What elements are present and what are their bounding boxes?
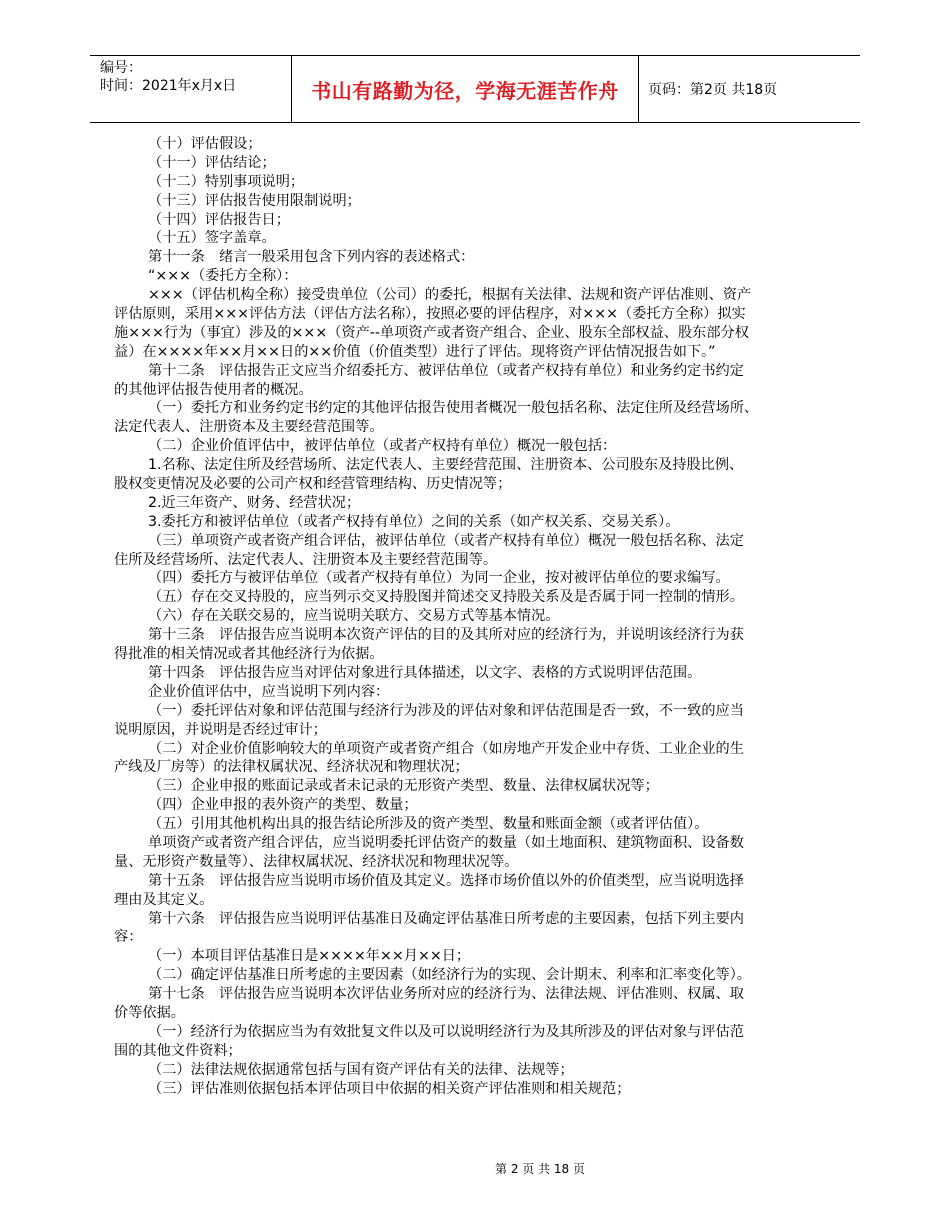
text-line: （一）本项目评估基准日是××××年××月××日； (148, 948, 471, 965)
text-line: （十）评估假设； (148, 136, 262, 152)
text-line: （一）经济行为依据应当为有效批复文件以及可以说明经济行为及其所涉及的评估对象与评估范 (148, 1023, 744, 1040)
header-left-cell (90, 56, 290, 122)
text-line: 得批准的相关情况或者其他经济行为依据。 (114, 646, 384, 663)
text-line: 第十七条 评估报告应当说明本次评估业务所对应的经济行为、法律法规、评估准则、权属、取 (148, 986, 744, 1003)
text-line: （十一）评估结论； (148, 154, 276, 171)
text-line: “×××（委托方全称）： (148, 268, 298, 285)
text-line: 企业价值评估中，应当说明下列内容： (148, 683, 390, 700)
text-line: 3.委托方和被评估单位（或者产权持有单位）之间的关系（如产权关系、交易关系）。 (148, 513, 680, 530)
text-line: 产线及厂房等）的法律权属状况、经济状况和物理状况； (114, 759, 469, 776)
text-line: （二）对企业价值影响较大的单项资产或者资产组合（如房地产开发企业中存货、工业企业的生 (148, 740, 744, 757)
text-line: （五）存在交叉持股的，应当列示交叉持股图并简述交叉持股关系及是否属于同一控制的情形。 (148, 589, 744, 606)
text-line: （三）评估准则依据包括本评估项目中依据的相关资产评估准则和相关规范； (148, 1080, 631, 1097)
text-line: 围的其他文件资料； (114, 1042, 242, 1059)
text-line: 第十四条 评估报告应当对评估对象进行具体描述，以文字、表格的方式说明评估范围。 (148, 664, 702, 681)
text-line: ×××（评估机构全称）接受贵单位（公司）的委托，根据有关法律、法规和资产评估准则、资产 (148, 287, 752, 304)
header-motto-cell (291, 56, 639, 122)
page-header (90, 55, 860, 123)
footer-page-number: 第 2 页 共 18 页 (495, 1162, 585, 1176)
document-body (114, 135, 836, 1098)
text-line: （三）企业申报的账面记录或者未记录的无形资产类型、数量、法律权属状况等； (148, 778, 659, 795)
text-line: 评估原则，采用×××评估方法（评估方法名称），按照必要的评估程序，对×××（委托方全称）拟实 (114, 306, 746, 323)
text-line: （十四）评估报告日； (148, 211, 290, 228)
text-line: 的其他评估报告使用者的概况。 (114, 381, 313, 398)
text-line: （六）存在关联交易的，应当说明关联方、交易方式等基本情况。 (148, 608, 560, 625)
text-line: 第十一条 绪言一般采用包含下列内容的表述格式： (148, 249, 475, 266)
header-page-info: 页码：第2页 共18页 (648, 82, 778, 98)
text-line: （二）企业价值评估中，被评估单位（或者产权持有单位）概况一般包括： (148, 438, 617, 455)
text-line: 第十二条 评估报告正文应当介绍委托方、被评估单位（或者产权持有单位）和业务约定书约定 (148, 362, 744, 379)
text-line: 单项资产或者资产组合评估，应当说明委托评估资产的数量（如土地面积、建筑物面积、设备数 (148, 834, 744, 851)
text-line: 股权变更情况及必要的公司产权和经营管理结构、历史情况等； (114, 476, 512, 493)
header-motto: 书山有路勤为径，学海无涯苦作舟 (311, 78, 619, 103)
text-line: （二）确定评估基准日所考虑的主要因素（如经济行为的实现、会计期末、利率和汇率变化等）。 (148, 967, 751, 984)
text-line: （一）委托方和业务约定书约定的其他评估报告使用者概况一般包括名称、法定住所及经营场所、 (148, 400, 759, 417)
text-line: 第十六条 评估报告应当说明评估基准日及确定评估基准日所考虑的主要因素，包括下列主要内 (148, 910, 744, 927)
text-line: （四）企业申报的表外资产的类型、数量； (148, 797, 418, 814)
text-line: 第十五条 评估报告应当说明市场价值及其定义。选择市场价值以外的价值类型，应当说明选择 (148, 872, 744, 889)
header-right-cell (638, 56, 860, 122)
text-line: （三）单项资产或者资产组合评估，被评估单位（或者产权持有单位）概况一般包括名称、法定 (148, 532, 744, 549)
document-time-label: 时间：2021年x月x日 (100, 78, 237, 94)
text-line: 住所及经营场所、法定代表人、注册资本及主要经营范围等。 (114, 551, 498, 568)
document-number-label: 编号： (100, 60, 142, 76)
page-footer (0, 1160, 950, 1177)
text-line: 价等依据。 (114, 1004, 185, 1021)
text-line: （一）委托评估对象和评估范围与经济行为涉及的评估对象和评估范围是否一致，不一致的应当 (148, 702, 744, 719)
text-line: （五）引用其他机构出具的报告结论所涉及的资产类型、数量和账面金额（或者评估值）。 (148, 816, 709, 833)
text-line: 2.近三年资产、财务、经营状况； (148, 494, 361, 511)
text-line: （十二）特别事项说明； (148, 173, 305, 190)
text-line: 理由及其定义。 (114, 891, 214, 908)
text-line: 量、无形资产数量等）、法律权属状况、经济状况和物理状况等。 (114, 853, 519, 870)
text-line: 法定代表人、注册资本及主要经营范围等。 (114, 419, 384, 436)
text-line: 容： (114, 929, 143, 946)
text-line: （二）法律法规依据通常包括与国有资产评估有关的法律、法规等； (148, 1061, 574, 1078)
text-line: 益）在××××年××月××日的××价值（价值类型）进行了评估。现将资产评估情况报告如下。” (114, 343, 716, 360)
text-line: 说明原因，并说明是否经过审计； (114, 721, 327, 738)
text-line: 1.名称、法定住所及经营场所、法定代表人、主要经营范围、注册资本、公司股东及持股比例、 (148, 457, 744, 474)
text-line: （四）委托方与被评估单位（或者产权持有单位）为同一企业，按对被评估单位的要求编写。 (148, 570, 730, 587)
text-line: （十三）评估报告使用限制说明； (148, 192, 361, 209)
text-line: 第十三条 评估报告应当说明本次资产评估的目的及其所对应的经济行为，并说明该经济行为获 (148, 627, 744, 644)
text-line: 施×××行为（事宜）涉及的×××（资产--单项资产或者资产组合、企业、股东全部权益、股东部分权 (114, 324, 749, 341)
text-line: （十五）签字盖章。 (148, 230, 276, 247)
